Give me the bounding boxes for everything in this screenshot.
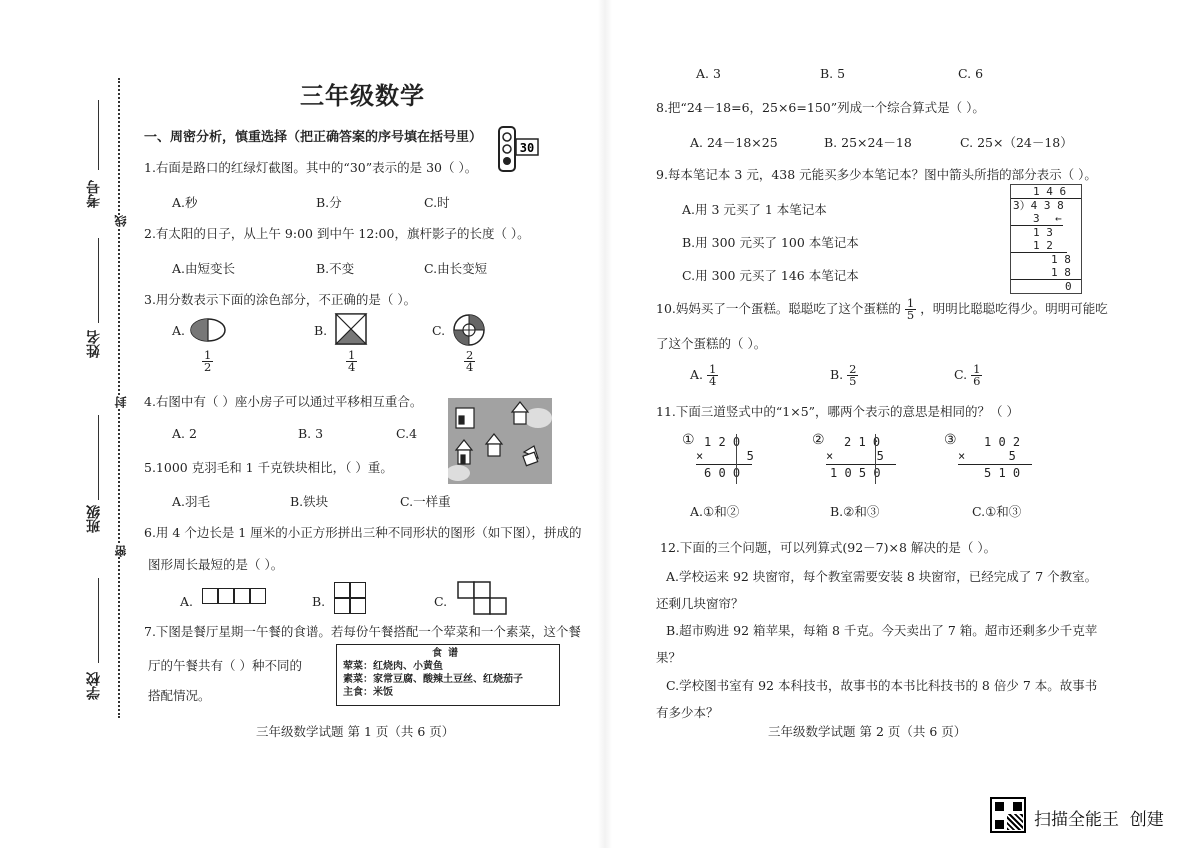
class-field: [98, 415, 99, 500]
half-shaded-oval: [188, 316, 228, 344]
houses-picture: [448, 398, 552, 484]
unit-square: [202, 588, 218, 604]
question-1: 1.右面是路口的红绿灯截图。其中的“30”表示的是 30（ ）。: [144, 160, 478, 175]
calc-1-row-1: 1 2 0: [704, 435, 741, 449]
calc-3-row-3: 5 1 0: [984, 466, 1021, 480]
calc-1-row-2: × 5: [696, 449, 754, 463]
exam-number-field: [98, 100, 99, 170]
q9-option-a: A.用 3 元买了 1 本笔记本: [682, 202, 827, 217]
question-5: 5.1000 克羽毛和 1 千克铁块相比，（ ）重。: [144, 460, 393, 475]
q12-option-b-line-2: 果？: [656, 650, 682, 665]
q4-option-c: C.4: [396, 426, 418, 441]
q3-fraction-a-numerator: 1: [204, 348, 212, 362]
q12-option-b-line-1: B.超市购进 92 箱苹果，每箱 8 千克。今天卖出了 7 箱。超市还剩多少千克苹: [666, 623, 1098, 638]
label-school: 学校: [86, 672, 102, 700]
unit-square: [350, 598, 366, 614]
q10-option-a-label: A.: [690, 367, 704, 382]
menu-title: 食谱: [432, 648, 464, 659]
calc-2-row-1: 2 1 0: [844, 435, 881, 449]
q5-option-a: A.羽毛: [172, 494, 211, 509]
q10-option-c: [954, 364, 982, 387]
question-10-line-2: 了这个蛋糕的（ ）。: [656, 336, 767, 351]
q10-fraction-b: [847, 364, 858, 387]
q11-option-b: B.②和③: [830, 504, 880, 519]
q2-option-a: A.由短变长: [172, 261, 236, 276]
q10-fraction-c-denominator: 6: [973, 374, 981, 388]
calc-2-divider: [875, 434, 876, 484]
q3-fraction-b-denominator: 4: [348, 360, 356, 374]
division-dividend: 3）4 3 8: [1011, 198, 1081, 212]
unit-square: [350, 582, 366, 598]
question-6-line-2: 图形周长最短的是（ ）。: [148, 557, 284, 572]
q9-option-b: B.用 300 元买了 100 本笔记本: [682, 235, 859, 250]
q3-option-c: C.: [432, 323, 446, 338]
quartered-circle: [452, 313, 486, 347]
question-7-line-1: 7.下图是餐厅星期一午餐的食谱。若每份午餐搭配一个荤菜和一个素菜，这个餐: [144, 624, 581, 639]
q10-fraction-numerator: 1: [906, 296, 915, 310]
q8-option-c: C. 25×（24－18）: [960, 135, 1073, 150]
four-squares-row: [202, 588, 266, 604]
unit-square: [234, 588, 250, 604]
q8-option-a: A. 24－18×25: [690, 135, 778, 150]
division-remainder: 0: [1065, 280, 1072, 293]
school-field: [98, 578, 99, 663]
question-12: 12.下面的三个问题，可以列算式(92－7)×8 解决的是（ ）。: [660, 540, 997, 555]
q12-option-a-line-1: A.学校运来 92 块窗帘，每个教室需要安装 8 块窗帘，已经完成了 7 个教室。: [666, 569, 1098, 584]
division-step-3: 1 2: [1011, 239, 1067, 253]
page-title: 三年级数学: [300, 81, 425, 110]
page-1-footer: 三年级数学试题 第 1 页（共 6 页）: [256, 724, 455, 739]
q8-option-b: B. 25×24－18: [824, 135, 912, 150]
qr-code-icon: [990, 797, 1026, 833]
q12-option-c-line-2: 有多少本？: [656, 705, 719, 720]
s-tetromino: [456, 580, 508, 616]
calc-1-divider: [736, 434, 737, 484]
q6-option-b: B.: [312, 594, 326, 609]
hourglass-square: [334, 312, 368, 346]
q3-fraction-a: [202, 350, 213, 373]
question-3: 3.用分数表示下面的涂色部分，不正确的是（ ）。: [144, 292, 417, 307]
q10-text-a: 10.妈妈买了一个蛋糕。聪聪吃了这个蛋糕的: [656, 301, 901, 316]
q3-fraction-c: [464, 350, 475, 373]
question-8: 8.把“24－18=6，25×6=150”列成一个综合算式是（ ）。: [656, 100, 985, 115]
q9-option-c: C.用 300 元买了 146 本笔记本: [682, 268, 859, 283]
page-fold: [598, 0, 612, 848]
q3-option-b: B.: [314, 323, 328, 338]
division-step-4: 1 8: [1051, 253, 1071, 266]
long-division: [1010, 184, 1082, 294]
q10-option-c-label: C.: [954, 367, 968, 382]
q12-option-a-line-2: 还剩几块窗帘？: [656, 596, 744, 611]
question-10-line-1: [656, 298, 1108, 321]
q3-option-a: A.: [172, 323, 186, 338]
vertical-calc-2: [812, 432, 884, 480]
division-step-5: 1 8: [1011, 266, 1081, 280]
page-2-footer: 三年级数学试题 第 2 页（共 6 页）: [768, 724, 967, 739]
vertical-calc-3: [944, 432, 1021, 480]
q3-fraction-c-denominator: 4: [466, 360, 474, 374]
label-line: 线: [114, 215, 128, 227]
q11-option-c: C.①和③: [972, 504, 1022, 519]
label-seal: 封: [114, 396, 128, 408]
q10-option-a: [690, 364, 718, 387]
q3-fraction-b: [346, 350, 357, 373]
q10-fraction: [905, 298, 916, 321]
q10-fraction-denominator: 5: [906, 308, 915, 322]
calc-3-row-2: × 5: [958, 448, 1032, 465]
unit-square: [334, 582, 350, 598]
unit-square: [334, 598, 350, 614]
division-step-2: 1 3: [1033, 226, 1053, 239]
q1-option-c: C.时: [424, 195, 450, 210]
question-7-line-3: 搭配情况。: [148, 688, 211, 703]
q6-option-c: C.: [434, 594, 448, 609]
q7-option-a: A. 3: [696, 66, 721, 81]
arrow-left-icon: ←: [1055, 212, 1062, 225]
q10-option-b: [830, 364, 858, 387]
q3-fraction-a-denominator: 2: [204, 360, 212, 374]
label-exam-number: 考号: [86, 180, 102, 208]
q7-option-b: B. 5: [820, 66, 846, 81]
traffic-light-counter: 30: [519, 141, 535, 155]
q10-fraction-a-denominator: 4: [709, 374, 717, 388]
vertical-calc-1: [682, 432, 754, 480]
label-name: 姓名: [86, 330, 102, 358]
q3-fraction-c-numerator: 2: [466, 348, 474, 362]
q3-fraction-b-numerator: 1: [348, 348, 356, 362]
q4-option-b: B. 3: [298, 426, 324, 441]
lunch-menu-box: [336, 644, 560, 706]
calc-2-mark: ②: [812, 432, 825, 448]
section-heading: 一、周密分析，慎重选择（把正确答案的序号填在括号里）: [144, 130, 483, 145]
calc-1-mark: ①: [682, 432, 695, 448]
q10-fraction-a-numerator: 1: [709, 362, 717, 376]
label-class: 班级: [86, 505, 102, 533]
q5-option-b: B.铁块: [290, 494, 329, 509]
menu-meat-line: 荤菜：红烧肉、小黄鱼: [343, 661, 443, 672]
unit-square: [250, 588, 266, 604]
name-field: [98, 238, 99, 323]
question-11: 11.下面三道竖式中的“1×5”，哪两个表示的意思是相同的？（ ）: [656, 404, 1020, 419]
calc-1-row-3: 6 0 0: [704, 466, 741, 480]
division-step-1: [1011, 212, 1063, 226]
question-7-line-2: 厅的午餐共有（ ）种不同的: [148, 658, 302, 673]
calc-2-row-3: 1 0 5 0: [830, 466, 881, 480]
division-step-1-value: 3: [1033, 212, 1040, 225]
q10-fraction-a: [707, 364, 718, 387]
traffic-light-icon: [493, 125, 545, 175]
unit-square: [218, 588, 234, 604]
calc-3-mark: ③: [944, 432, 957, 448]
q5-option-c: C.一样重: [400, 494, 451, 509]
scanner-watermark: 扫描全能王 创建: [1034, 810, 1164, 830]
q10-fraction-b-denominator: 5: [849, 374, 857, 388]
calc-3-row-1: 1 0 2: [984, 435, 1021, 449]
question-6-line-1: 6.用 4 个边长是 1 厘米的小正方形拼出三种不同形状的图形（如下图），拼成的: [144, 525, 582, 540]
q2-option-b: B.不变: [316, 261, 355, 276]
menu-staple-line: 主食：米饭: [343, 687, 393, 698]
q11-option-a: A.①和②: [690, 504, 740, 519]
q10-fraction-c-numerator: 1: [973, 362, 981, 376]
two-by-two-square: [334, 582, 366, 614]
q6-option-a: A.: [180, 594, 194, 609]
q10-text-b: ，明明比聪聪吃得少。明明可能吃: [920, 301, 1108, 316]
q4-option-a: A. 2: [172, 426, 197, 441]
q1-option-b: B.分: [316, 195, 342, 210]
label-secret: 密: [114, 545, 128, 557]
q1-option-a: A.秒: [172, 195, 198, 210]
q10-fraction-c: [971, 364, 982, 387]
question-4: 4.右图中有（ ）座小房子可以通过平移相互重合。: [144, 394, 423, 409]
q7-option-c: C. 6: [958, 66, 984, 81]
q12-option-c-line-1: C.学校图书室有 92 本科技书，故事书的本书比科技书的 8 倍少 7 本。故事书: [666, 678, 1098, 693]
question-9: 9.每本笔记本 3 元，438 元能买多少本笔记本？图中箭头所指的部分表示（ ）。: [656, 167, 1097, 182]
division-quotient: 1 4 6: [1033, 185, 1067, 198]
q2-option-c: C.由长变短: [424, 261, 488, 276]
menu-veg-line: 素菜：家常豆腐、酸辣土豆丝、红烧茄子: [343, 674, 523, 685]
q10-fraction-b-numerator: 2: [849, 362, 857, 376]
q10-option-b-label: B.: [830, 367, 844, 382]
question-2: 2.有太阳的日子，从上午 9:00 到中午 12:00，旗杆影子的长度（ ）。: [144, 226, 530, 241]
calc-2-row-2: × 5: [826, 448, 896, 465]
